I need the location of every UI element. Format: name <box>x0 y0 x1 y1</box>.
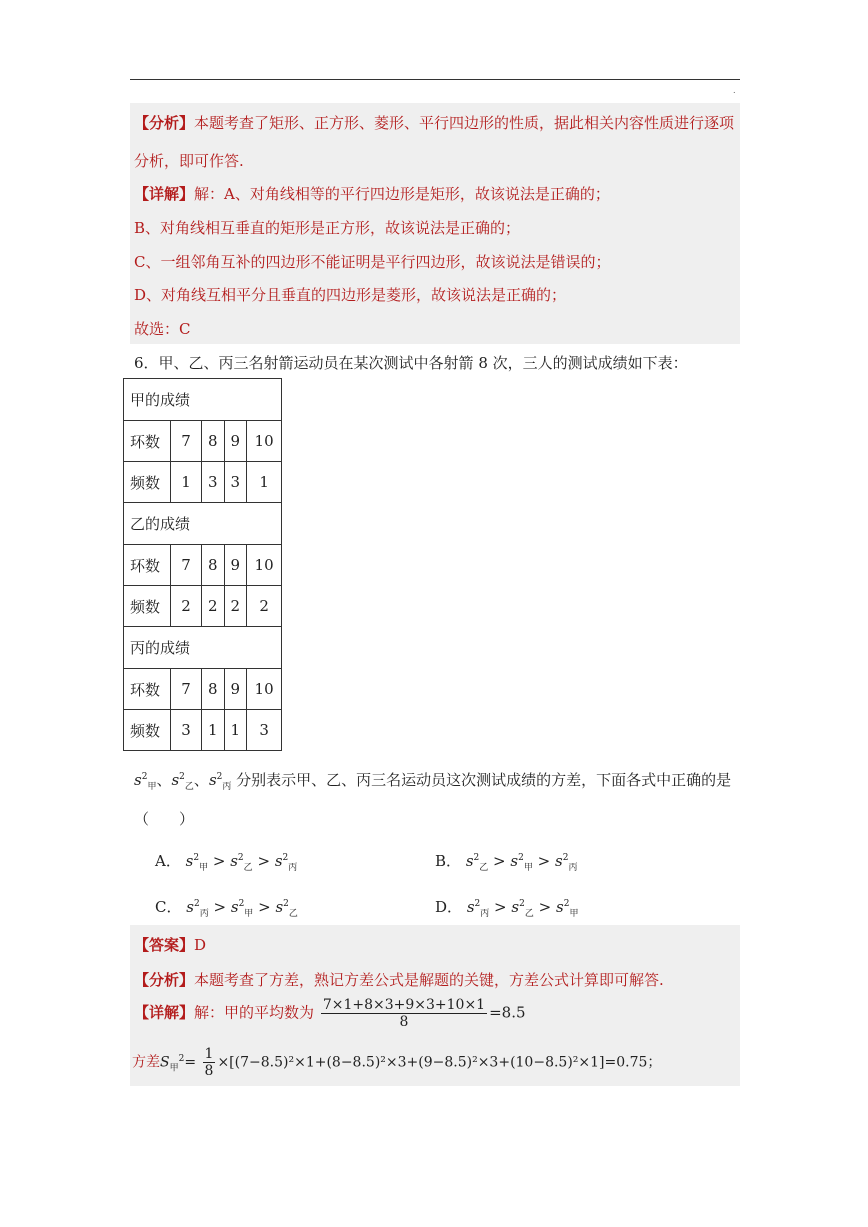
sup-2: 2 <box>519 899 525 909</box>
sup-2: 2 <box>518 853 524 863</box>
sub-yi: 乙 <box>184 782 194 792</box>
answer-label: 【答案】 <box>134 936 195 954</box>
gt-sign: > <box>537 852 551 870</box>
symbol-s: s <box>230 898 239 916</box>
sub-yi: 乙 <box>524 909 534 919</box>
variance-description <box>134 769 731 792</box>
answer-line <box>134 934 206 955</box>
detail-text: 解：A、对角线相等的平行四边形是矩形，故该说法是正确的； <box>194 185 610 203</box>
mean-line <box>134 997 526 1030</box>
variance-fraction <box>203 1046 216 1079</box>
sub-bing: 丙 <box>568 863 578 873</box>
gt-sign: > <box>212 852 226 870</box>
sup-2: 2 <box>473 853 480 863</box>
variance-denominator: 8 <box>204 1063 214 1079</box>
sub-bing: 丙 <box>480 909 490 919</box>
freq-cell: 2 <box>202 586 225 627</box>
analysis-text: 本题考查了矩形、正方形、菱形、平行四边形的性质，据此相关内容性质进行逐项 <box>194 114 735 132</box>
sub-yi: 乙 <box>479 863 489 873</box>
sup-2: 2 <box>216 772 223 782</box>
gt-sign: > <box>258 898 271 916</box>
table-caption-bing: 丙的成绩 <box>124 627 282 669</box>
detail-line-2: B、对角线相互垂直的矩形是正方形，故该说法是正确的； <box>134 219 521 237</box>
symbol-s: s <box>274 852 283 870</box>
equals-sign: = <box>184 1054 197 1071</box>
detail2-text: 解：甲的平均数为 <box>194 1003 315 1022</box>
gt-sign: > <box>494 898 507 916</box>
ring-cell: 9 <box>224 545 247 586</box>
symbol-s: s <box>185 852 194 870</box>
symbol-s: s <box>511 898 520 916</box>
sub-yi: 乙 <box>243 863 253 873</box>
ring-cell: 8 <box>202 421 225 462</box>
ring-cell: 10 <box>247 545 282 586</box>
ring-cell: 9 <box>224 421 247 462</box>
variance-desc-text: 分别表示甲、乙、丙三名运动员这次测试成绩的方差，下面各式中正确的是 <box>236 771 732 789</box>
option-b[interactable] <box>435 850 577 873</box>
sup-2: 2 <box>282 853 289 863</box>
question-stem: 6．甲、乙、丙三名射箭运动员在某次测试中各射箭 8 次，三人的测试成绩如下表： <box>134 354 688 372</box>
option-letter: D． <box>435 898 463 916</box>
sub-bing: 丙 <box>199 909 209 919</box>
ring-cell: 8 <box>202 545 225 586</box>
mean-fraction <box>321 997 487 1030</box>
option-letter: C． <box>155 898 182 916</box>
header-mark: . <box>733 86 736 95</box>
mean-denominator: 8 <box>399 1014 409 1030</box>
table-row <box>124 710 282 751</box>
ring-cell: 7 <box>171 669 202 710</box>
table-row <box>124 545 282 586</box>
freq-cell: 3 <box>171 710 202 751</box>
mean-numerator: 7×1+8×3+9×3+10×1 <box>322 997 486 1013</box>
sup-2: 2 <box>474 899 481 909</box>
answer-value: D <box>194 936 207 954</box>
ring-label: 环数 <box>124 669 171 710</box>
symbol-s: s <box>555 852 563 870</box>
symbol-s: s <box>556 898 564 916</box>
ring-cell: 9 <box>224 669 247 710</box>
table-row <box>124 586 282 627</box>
ring-cell: 8 <box>202 669 225 710</box>
freq-cell: 2 <box>224 586 247 627</box>
sub-jia: 甲 <box>244 909 254 919</box>
ring-cell: 10 <box>247 421 282 462</box>
symbol-s: s <box>510 852 519 870</box>
analysis-label: 【分析】 <box>134 114 195 132</box>
option-d[interactable] <box>435 896 578 919</box>
analysis2-line <box>134 969 664 990</box>
variance-body: ×[(7−8.5)²×1+(8−8.5)²×3+(9−8.5)²×3+(10−8.5)²×1] <box>217 1054 605 1071</box>
symbol-s: s <box>208 771 217 789</box>
sup-2: 2 <box>237 853 244 863</box>
sup-2: 2 <box>562 853 569 863</box>
detail-line-3: C、一组邻角互补的四边形不能证明是平行四边形，故该说法是错误的； <box>134 253 611 271</box>
freq-cell: 2 <box>171 586 202 627</box>
freq-cell: 1 <box>224 710 247 751</box>
sup-2: 2 <box>141 772 148 782</box>
analysis2-label: 【分析】 <box>134 971 195 989</box>
table-row <box>124 669 282 710</box>
detail2-label: 【详解】 <box>134 1003 195 1022</box>
option-letter: A． <box>155 852 181 870</box>
ring-label: 环数 <box>124 421 171 462</box>
detail-line-5: 故选：C <box>134 320 191 338</box>
variance-numerator: 1 <box>204 1046 214 1062</box>
sup-2: 2 <box>283 899 289 909</box>
analysis-line-2: 分析，即可作答. <box>134 152 244 170</box>
gt-sign: > <box>538 898 552 916</box>
detail-label: 【详解】 <box>134 185 195 203</box>
symbol-s: s <box>466 898 475 916</box>
variance-S: S <box>160 1054 170 1071</box>
separator: 、 <box>193 771 209 789</box>
freq-cell: 3 <box>202 462 225 503</box>
freq-cell: 3 <box>224 462 247 503</box>
ring-cell: 7 <box>171 421 202 462</box>
sup-2: 2 <box>563 899 570 909</box>
symbol-s: s <box>275 898 284 916</box>
table-row <box>124 421 282 462</box>
variance-label: 方差 <box>132 1054 160 1071</box>
detail-line-1 <box>134 183 610 204</box>
gt-sign: > <box>493 852 506 870</box>
freq-label: 频数 <box>124 586 171 627</box>
sub-jia: 甲 <box>523 863 533 873</box>
analysis2-text: 本题考查了方差，熟记方差公式是解题的关键，方差公式计算即可解答. <box>194 971 664 989</box>
sub-bing: 丙 <box>288 863 298 873</box>
symbol-s: s <box>465 852 474 870</box>
sub-jia: 甲 <box>169 1063 179 1074</box>
sub-jia: 甲 <box>569 909 579 919</box>
detail-line-4: D、对角线互相平分且垂直的四边形是菱形，故该说法是正确的； <box>134 286 567 304</box>
separator: 、 <box>156 771 172 789</box>
ring-cell: 7 <box>171 545 202 586</box>
freq-cell: 1 <box>171 462 202 503</box>
sup-2: 2 <box>193 899 200 909</box>
symbol-s: s <box>186 898 194 916</box>
freq-cell: 3 <box>247 710 282 751</box>
freq-label: 频数 <box>124 462 171 503</box>
gt-sign: > <box>257 852 271 870</box>
mean-result: =8.5 <box>489 1003 526 1022</box>
sub-yi: 乙 <box>288 909 298 919</box>
freq-cell: 2 <box>247 586 282 627</box>
ring-cell: 10 <box>247 669 282 710</box>
table-caption-jia: 甲的成绩 <box>124 379 282 421</box>
symbol-s: s <box>134 771 142 789</box>
option-a[interactable] <box>155 850 297 873</box>
freq-label: 频数 <box>124 710 171 751</box>
option-letter: B． <box>435 852 462 870</box>
gt-sign: > <box>213 898 227 916</box>
freq-cell: 1 <box>247 462 282 503</box>
sup-2: 2 <box>238 899 245 909</box>
freq-cell: 1 <box>202 710 225 751</box>
sup-2: 2 <box>178 1053 185 1064</box>
symbol-s: s <box>230 852 238 870</box>
table-row <box>124 462 282 503</box>
table-caption-yi: 乙的成绩 <box>124 503 282 545</box>
score-table <box>123 378 282 751</box>
sup-2: 2 <box>179 772 185 782</box>
analysis-line-1 <box>134 112 734 133</box>
sub-bing: 丙 <box>222 782 232 792</box>
sup-2: 2 <box>193 853 200 863</box>
answer-parens: （ ） <box>134 810 195 828</box>
symbol-s: s <box>171 771 180 789</box>
ring-label: 环数 <box>124 545 171 586</box>
option-c[interactable] <box>155 896 298 919</box>
header-rule <box>130 79 740 80</box>
variance-result: =0.75； <box>604 1054 662 1071</box>
sub-jia: 甲 <box>199 863 209 873</box>
variance-line <box>132 1046 661 1079</box>
sub-jia: 甲 <box>147 782 157 792</box>
